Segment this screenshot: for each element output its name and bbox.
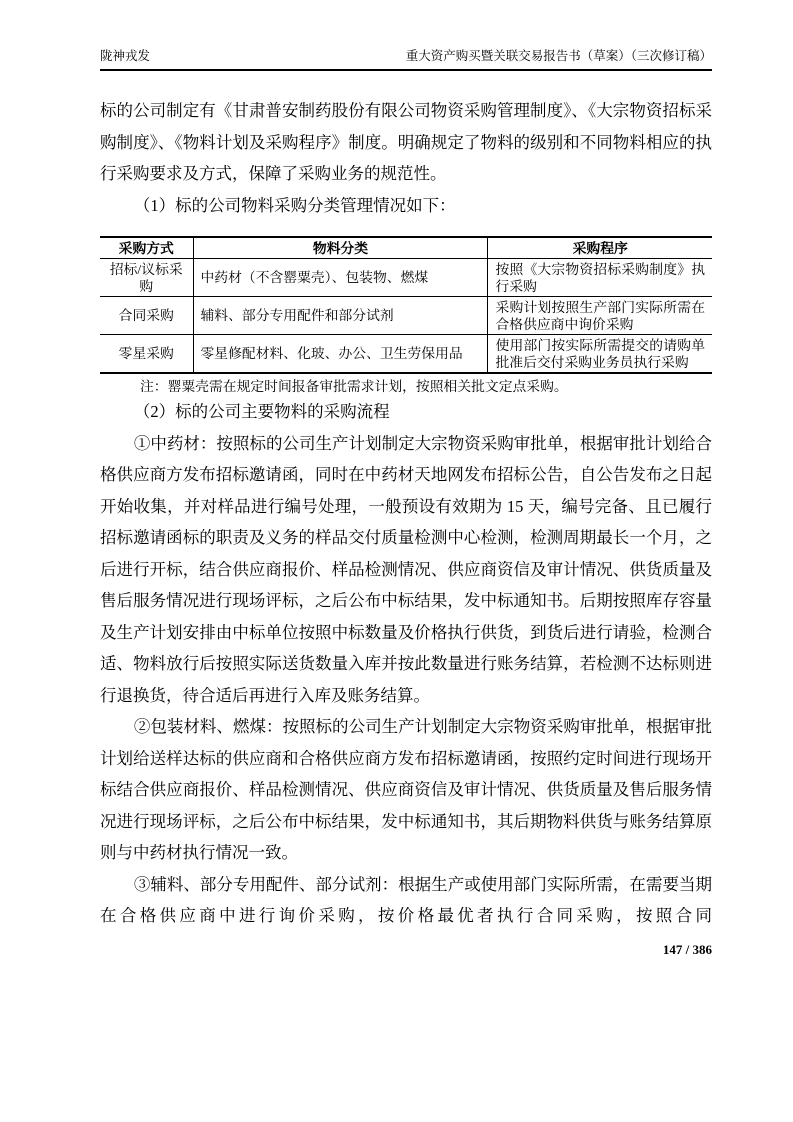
cell-procedure: 使用部门按实际所需提交的请购单批准后交付采购业务员执行采购 [495, 337, 705, 370]
header-doc-title: 重大资产购买暨关联交易报告书（草案）（三次修订稿） [405, 49, 712, 63]
cell-method: 零星采购 [100, 335, 193, 374]
table-row-sporadic [100, 335, 712, 374]
page-number: 147 / 386 [662, 941, 712, 957]
cell-category: 零星修配材料、化玻、办公、卫生劳保用品 [193, 335, 488, 374]
column-header-procurement-procedure: 采购程序 [488, 237, 712, 259]
paragraph-packaging-fuel-procurement: ②包装材料、燃煤：按照标的公司生产计划制定大宗物资采购审批单，根据审批计划给送样达标的供应商和合格供应商方发布招标邀请函，按照约定时间进行现场开标结合供应商报价、样品检测情况、供应商资信及审计情况、供货质量及售后服务情况进行现场评标，之后公布中标结果，发中标通知书，其后期物料供货与账务结算原则与中药材执行情况一致。 [100, 717, 712, 862]
column-header-material-category: 物料分类 [193, 237, 488, 259]
paragraph-auxiliary-procurement: ③辅料、部分专用配件、部分试剂：根据生产或使用部门实际所需，在需要当期在合格供应商中进行询价采购，按价格最优者执行合同采购，按照合同 [100, 874, 712, 925]
cell-method: 合同采购 [100, 297, 193, 335]
procurement-classification-table [100, 236, 712, 374]
column-header-procurement-method: 采购方式 [100, 237, 193, 259]
table-row-contract [100, 297, 712, 335]
cell-procedure: 采购计划按照生产部门实际所需在合格供应商中询价采购 [488, 297, 712, 335]
cell-method: 招标/议标采购 [100, 259, 193, 297]
cell-category: 辅料、部分专用配件和部分试剂 [193, 297, 488, 335]
section-1-heading: （1）标的公司物料采购分类管理情况如下： [133, 195, 456, 215]
page-header [100, 48, 712, 71]
paragraph-herbs-procurement: ①中药材：按照标的公司生产计划制定大宗物资采购审批单，根据审批计划给合格供应商方发布招标邀请函，同时在中药材天地网发布招标公告，自公告发布之日起开始收集，并对样品进行编号处理，一般预设有效期为 15 天，编号完备、且已履行招标邀请函标的职责及义务的样品交付质量检测中心检测，检测周期最长一个月，之后进行开标，结合供应商报价、样品检测情况、供应商资信及审计情况、供货质量及售后服务情况进行现场评标，之后公布中标结果，发中标通知书。后期按照库存容量及生产计划安排由中标单位按照中标数量及价格执行供货，到货后进行请验，检测合适、物料放行后按照实际送货数量入库并按此数量进行账务结算，若检测不达标则进行退换货，待合适后再进行入库及账务结算。 [100, 433, 712, 705]
cell-procedure: 按照《大宗物资招标采购制度》执行采购 [488, 259, 712, 297]
document-body [100, 95, 712, 932]
section-2-heading: （2）标的公司主要物料的采购流程 [133, 402, 390, 421]
table-row-bidding [100, 259, 712, 297]
intro-paragraph: 标的公司制定有《甘肃普安制药股份有限公司物资采购管理制度》、《大宗物资招标采购制度》、《物料计划及采购程序》制度。明确规定了物料的级别和不同物料相应的执行采购要求及方式，保障了采购业务的规范性。 [100, 101, 712, 183]
table-header-row [100, 237, 712, 259]
page-footer [100, 941, 712, 959]
cell-category: 中药材（不含罂粟壳）、包装物、燃煤 [193, 259, 488, 297]
header-doc-name: 陇神戎发 [100, 49, 151, 63]
table-note: 注：罂粟壳需在规定时间报备审批需求计划，按照相关批文定点采购。 [140, 379, 568, 394]
